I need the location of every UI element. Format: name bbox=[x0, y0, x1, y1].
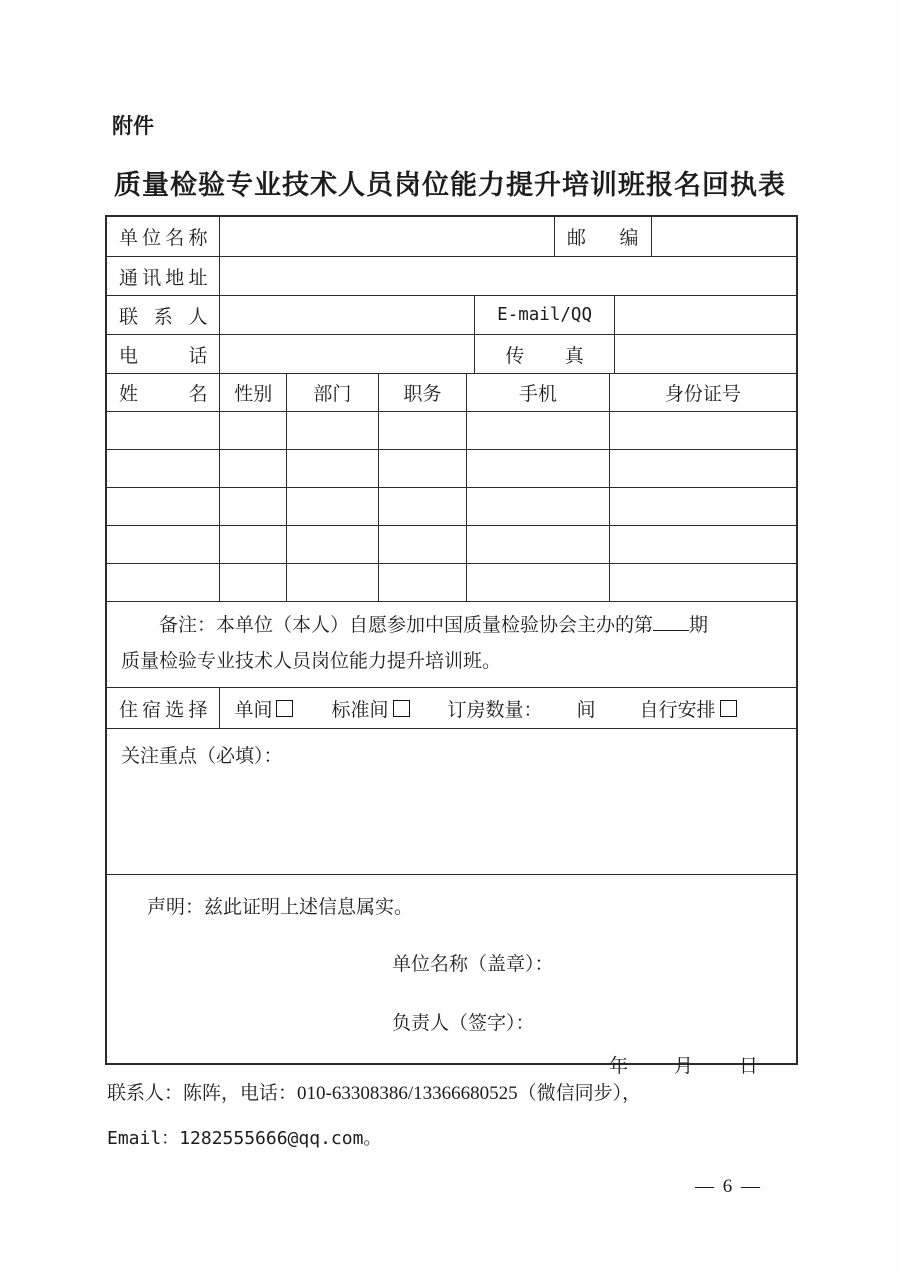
attendee-cell[interactable] bbox=[610, 526, 796, 563]
attendee-cell[interactable] bbox=[107, 526, 220, 563]
date-year-label: 年 bbox=[608, 1056, 628, 1077]
attachment-label: 附件 bbox=[112, 114, 154, 138]
attendee-cell[interactable] bbox=[287, 412, 379, 449]
attendee-cell[interactable] bbox=[467, 564, 609, 601]
attendee-cell[interactable] bbox=[287, 450, 379, 487]
attendee-cell[interactable] bbox=[467, 488, 609, 525]
attendee-cell[interactable] bbox=[287, 526, 379, 563]
unit-name-label: 单位名称 bbox=[119, 228, 208, 249]
unit-name-field[interactable] bbox=[220, 217, 555, 256]
attendee-cell[interactable] bbox=[220, 488, 287, 525]
attendee-cell[interactable] bbox=[220, 412, 287, 449]
attendee-cell[interactable] bbox=[107, 564, 220, 601]
header-department: 部门 bbox=[313, 384, 352, 405]
attendee-cell[interactable] bbox=[220, 526, 287, 563]
fax-label: 传真 bbox=[505, 345, 584, 367]
attendee-rows bbox=[107, 412, 796, 602]
header-position: 职务 bbox=[403, 384, 442, 405]
single-room-label: 单间 bbox=[234, 699, 273, 721]
phone-field[interactable] bbox=[220, 335, 475, 373]
attendee-cell[interactable] bbox=[467, 526, 609, 563]
attendee-cell[interactable] bbox=[379, 488, 468, 525]
focus-row bbox=[107, 729, 796, 875]
remark-line1-suffix: 期 bbox=[689, 615, 709, 636]
attendee-row bbox=[107, 488, 796, 526]
registration-form-table bbox=[105, 215, 798, 1077]
footer-contact-line: 联系人：陈阵，电话：010-63308386/13366680525（微信同步）， bbox=[107, 1083, 642, 1104]
address-label: 通讯地址 bbox=[119, 267, 208, 289]
attendee-cell[interactable] bbox=[379, 564, 468, 601]
single-room-checkbox[interactable] bbox=[276, 700, 293, 717]
declaration-cell bbox=[107, 875, 796, 1077]
email-qq-field[interactable] bbox=[615, 296, 796, 334]
focus-field[interactable] bbox=[107, 729, 796, 874]
address-row bbox=[107, 257, 796, 296]
unit-name-row bbox=[107, 217, 796, 257]
postal-code-label: 邮编 bbox=[566, 228, 639, 249]
accommodation-label: 住宿选择 bbox=[119, 699, 208, 721]
contact-person-field[interactable] bbox=[220, 296, 475, 334]
attendee-row bbox=[107, 412, 796, 450]
page-title: 质量检验专业技术人员岗位能力提升培训班报名回执表 bbox=[114, 170, 786, 201]
self-arrange-checkbox[interactable] bbox=[720, 700, 737, 717]
remark-line2: 质量检验专业技术人员岗位能力提升培训班。 bbox=[121, 651, 502, 672]
attendee-row bbox=[107, 564, 796, 602]
attendee-cell[interactable] bbox=[379, 412, 468, 449]
attendee-cell[interactable] bbox=[610, 488, 796, 525]
attendee-cell[interactable] bbox=[467, 412, 609, 449]
fax-field[interactable] bbox=[615, 335, 796, 373]
contact-person-row bbox=[107, 296, 796, 335]
signature-label: 负责人（签字）： bbox=[392, 1013, 535, 1034]
header-id-number: 身份证号 bbox=[664, 384, 741, 405]
attendee-cell[interactable] bbox=[379, 450, 468, 487]
attendee-cell[interactable] bbox=[287, 564, 379, 601]
attendee-cell[interactable] bbox=[610, 412, 796, 449]
standard-room-checkbox[interactable] bbox=[393, 700, 410, 717]
footer-email-label: Email： bbox=[107, 1128, 180, 1149]
attendee-cell[interactable] bbox=[107, 450, 220, 487]
date-day-label: 日 bbox=[738, 1056, 758, 1077]
standard-room-label: 标准间 bbox=[331, 699, 389, 721]
booking-quantity-label: 订房数量： bbox=[447, 699, 543, 721]
remark-row bbox=[107, 602, 796, 688]
booking-quantity-unit: 间 bbox=[576, 699, 596, 721]
page-number: — 6 — bbox=[695, 1176, 762, 1197]
session-number-blank[interactable] bbox=[653, 611, 689, 631]
attendee-cell[interactable] bbox=[107, 412, 220, 449]
attendee-cell[interactable] bbox=[610, 564, 796, 601]
attendee-cell[interactable] bbox=[610, 450, 796, 487]
self-arrange-label: 自行安排 bbox=[639, 699, 716, 721]
contact-person-label: 联系人 bbox=[119, 306, 208, 328]
attendee-cell[interactable] bbox=[467, 450, 609, 487]
accommodation-options bbox=[220, 688, 796, 728]
attendee-cell[interactable] bbox=[107, 488, 220, 525]
accommodation-row bbox=[107, 688, 796, 729]
attendee-cell[interactable] bbox=[220, 564, 287, 601]
attendee-cell[interactable] bbox=[287, 488, 379, 525]
declaration-statement: 声明：兹此证明上述信息属实。 bbox=[147, 897, 414, 918]
date-line bbox=[107, 1051, 796, 1078]
header-mobile: 手机 bbox=[518, 384, 557, 405]
attendee-header-row bbox=[107, 374, 796, 412]
header-name: 姓名 bbox=[119, 384, 208, 405]
phone-row bbox=[107, 335, 796, 374]
header-gender: 性别 bbox=[234, 384, 273, 405]
footer-email-value: 1282555666@qq.com。 bbox=[179, 1128, 382, 1149]
remark-cell bbox=[107, 602, 796, 687]
email-qq-label: E-mail/QQ bbox=[497, 305, 592, 325]
phone-label: 电话 bbox=[119, 345, 208, 367]
attendee-row bbox=[107, 526, 796, 564]
postal-code-field[interactable] bbox=[652, 217, 796, 256]
attendee-cell[interactable] bbox=[379, 526, 468, 563]
address-field[interactable] bbox=[220, 257, 796, 295]
attendee-cell[interactable] bbox=[220, 450, 287, 487]
focus-label: 关注重点（必填）： bbox=[121, 746, 283, 767]
declaration-row bbox=[107, 875, 796, 1077]
attendee-row bbox=[107, 450, 796, 488]
remark-line1-prefix: 备注：本单位（本人）自愿参加中国质量检验协会主办的第 bbox=[159, 615, 654, 636]
date-month-label: 月 bbox=[673, 1056, 693, 1077]
unit-seal-label: 单位名称（盖章）： bbox=[392, 954, 554, 975]
footer-email-line bbox=[107, 1124, 381, 1150]
